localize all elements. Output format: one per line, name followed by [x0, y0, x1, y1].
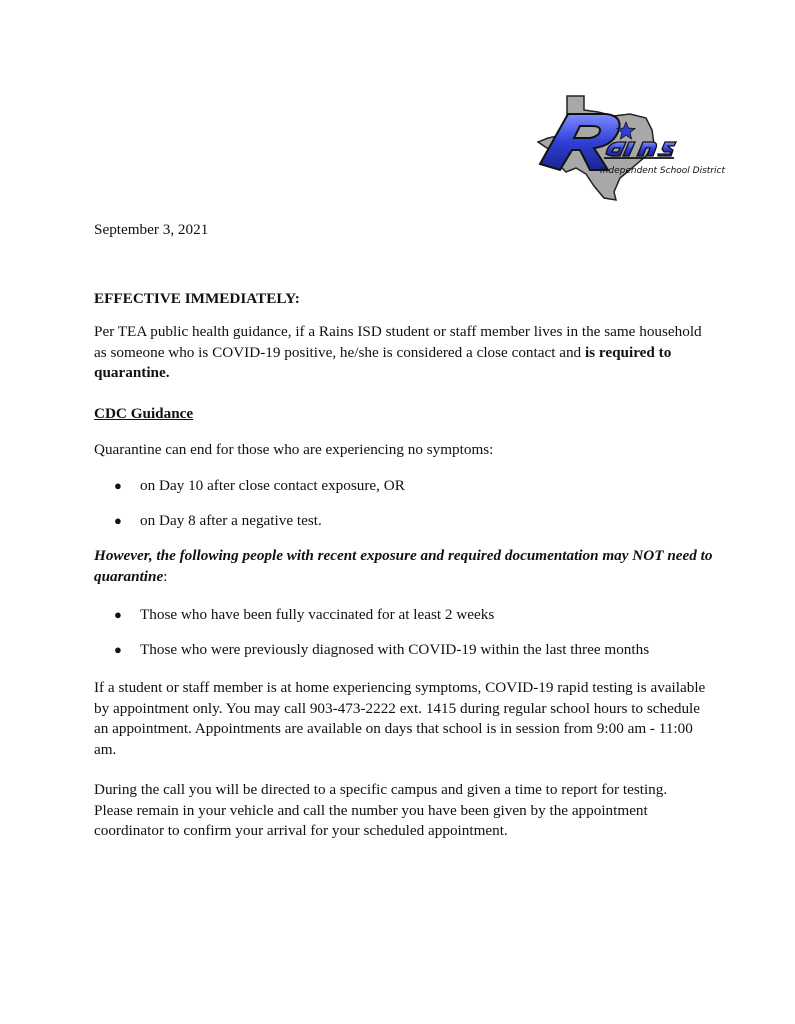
arrival-paragraph: During the call you will be directed to a specific campus and given a time to report for testing. Please remain in your vehicle and call the number you have been given by the appointment coordinator to confirm your arrival for your scheduled appointment.	[94, 781, 668, 839]
cdc-guidance-heading: CDC Guidance	[94, 405, 194, 422]
exemption-text: However, the following people with recent exposure and required documentation may NOT need to quarantine	[94, 547, 713, 585]
list-item	[94, 476, 734, 511]
list-item-text: on Day 10 after close contact exposure, OR	[140, 477, 405, 494]
list-item-text: on Day 8 after a negative test.	[140, 512, 322, 529]
intro-text: Per TEA public health guidance, if a Rains ISD student or staff member lives in the same household as someone who is COVID-19 positive, he/she is considered a close contact and	[94, 323, 702, 361]
list-item	[94, 640, 734, 675]
list-item	[94, 605, 734, 640]
intro-paragraph	[94, 322, 714, 384]
letter-date: September 3, 2021	[94, 221, 209, 238]
list-item-text: Those who have been fully vaccinated for at least 2 weeks	[140, 606, 495, 623]
quarantine-end-paragraph: Quarantine can end for those who are experiencing no symptoms:	[94, 441, 494, 458]
exemption-colon: :	[163, 567, 168, 585]
exemption-paragraph	[94, 546, 714, 587]
bullet-icon: ●	[114, 478, 122, 493]
exemption-list	[94, 605, 734, 675]
texas-map-logo-icon	[534, 94, 725, 202]
bullet-icon: ●	[114, 513, 122, 528]
logo-subtitle: Independent School District	[600, 166, 725, 176]
letter-heading: EFFECTIVE IMMEDIATELY:	[94, 290, 300, 307]
intro-bold-text: is required to quarantine.	[94, 343, 672, 381]
testing-paragraph: If a student or staff member is at home experiencing symptoms, COVID-19 rapid testing is available by appointment only. You may call 903-473-2222 ext. 1415 during regular school hours to schedule an appointment. Appointments are available on days that school is in session from 9:00 am - 11:00 am.	[94, 679, 706, 758]
district-logo	[534, 94, 725, 202]
bullet-icon: ●	[114, 642, 122, 657]
list-item-text: Those who were previously diagnosed with COVID-19 within the last three months	[140, 641, 650, 658]
quarantine-end-list	[94, 476, 734, 546]
bullet-icon: ●	[114, 607, 122, 622]
list-item	[94, 511, 734, 546]
